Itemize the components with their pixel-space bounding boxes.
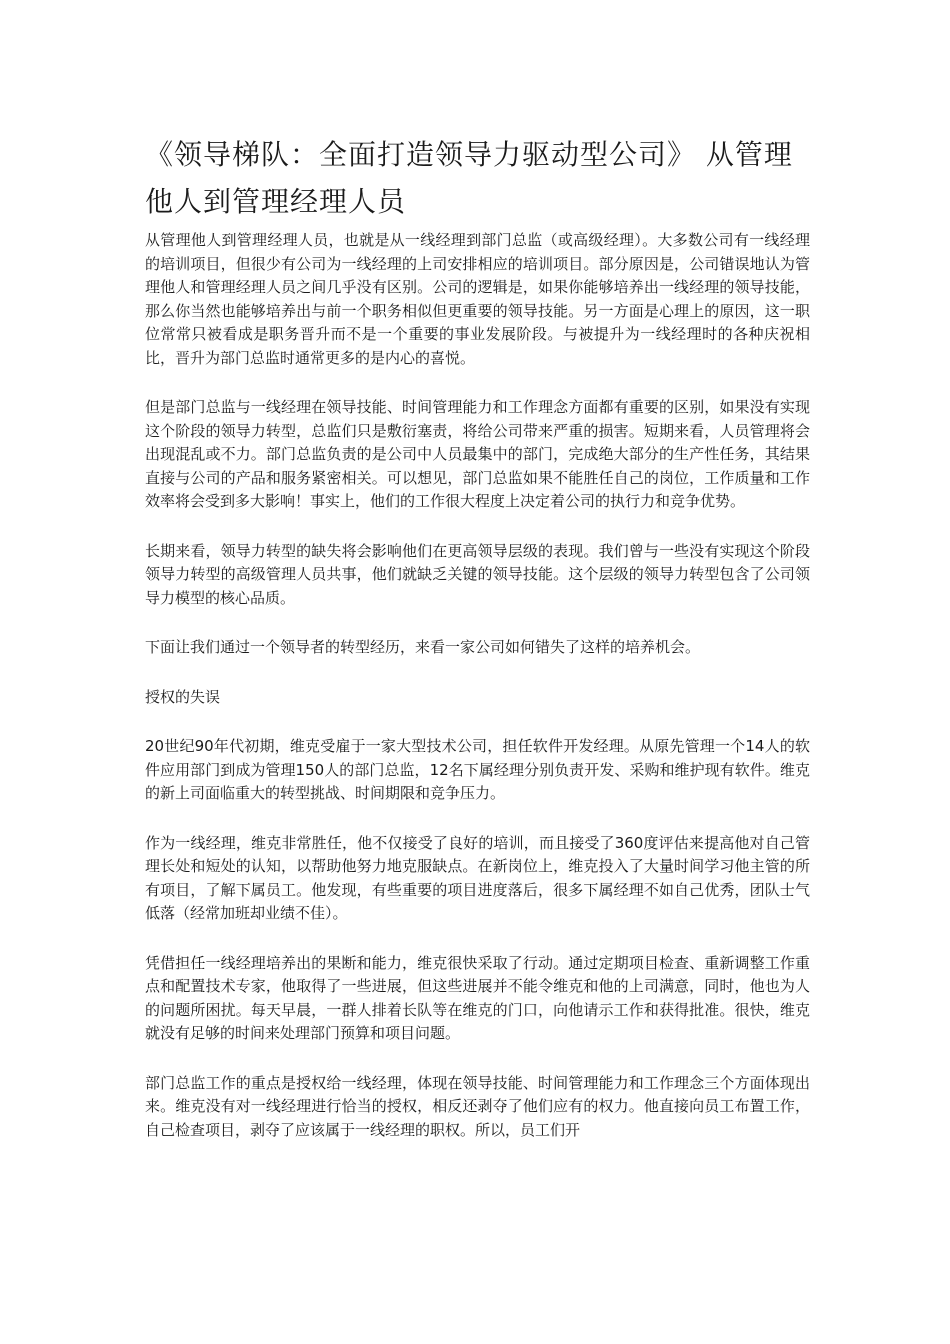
document-body xyxy=(145,131,810,1168)
paragraph-intro: 从管理他人到管理经理人员，也就是从一线经理到部门总监（或高级经理）。大多数公司有一线经理的培训项目，但很少有公司为一线经理的上司安排相应的培训项目。部分原因是，公司错误地认为管理他人和管理经理人员之间几乎没有区别。公司的逻辑是，如果你能够培养出一线经理的领导技能，那么你当然也能够培养出与前一个职务相似但更重要的领导技能。另一方面是心理上的原因，这一职位常常只被看成是职务晋升而不是一个重要的事业发展阶段。与被提升为一线经理时的各种庆祝相比，晋升为部门总监时通常更多的是内心的喜悦。 xyxy=(145,231,810,367)
paragraph-case-intro: 下面让我们通过一个领导者的转型经历，来看一家公司如何错失了这样的培养机会。 xyxy=(145,638,701,656)
paragraph-differences: 但是部门总监与一线经理在领导技能、时间管理能力和工作理念方面都有重要的区别，如果没有实现这个阶段的领导力转型，总监们只是敷衍塞责，将给公司带来严重的损害。短期来看，人员管理将会出现混乱或不力。部门总监负责的是公司中人员最集中的部门，完成绝大部分的生产性任务，其结果直接与公司的产品和服务紧密相关。可以想见，部门总监如果不能胜任自己的岗位，工作质量和工作效率将会受到多大影响！事实上，他们的工作很大程度上决定着公司的执行力和竞争优势。 xyxy=(145,398,810,510)
section-heading-delegation: 授权的失误 xyxy=(145,687,221,706)
paragraph-vic-actions: 凭借担任一线经理培养出的果断和能力，维克很快采取了行动。通过定期项目检查、重新调整工作重点和配置技术专家，他取得了一些进展，但这些进展并不能令维克和他的上司满意，同时，他也为人的问题所困扰。每天早晨，一群人排着长队等在维克的门口，向他请示工作和获得批准。很快，维克就没有足够的时间来处理部门预算和项目问题。 xyxy=(145,953,810,1042)
paragraph-vic-background: 20世纪90年代初期，维克受雇于一家大型技术公司，担任软件开发经理。从原先管理一个14人的软件应用部门到成为管理150人的部门总监，12名下属经理分别负责开发、采购和维护现有软件。维克的新上司面临重大的转型挑战、时间期限和竞争压力。 xyxy=(145,737,810,802)
paragraph-vic-first-line: 作为一线经理，维克非常胜任，他不仅接受了良好的培训，而且接受了360度评估来提高他对自己管理长处和短处的认知，以帮助他努力地克服缺点。在新岗位上，维克投入了大量时间学习他主管的所有项目，了解下属员工。他发现，有些重要的项目进度落后，很多下属经理不如自己优秀，团队士气低落（经常加班却业绩不佳）。 xyxy=(145,833,810,922)
paragraph-long-term: 长期来看，领导力转型的缺失将会影响他们在更高领导层级的表现。我们曾与一些没有实现这个阶段领导力转型的高级管理人员共事，他们就缺乏关键的领导技能。这个层级的领导力转型包含了公司领导力模型的核心品质。 xyxy=(145,541,810,607)
document-title: 《领导梯队：全面打造领导力驱动型公司》 从管理他人到管理经理人员 xyxy=(145,138,793,218)
paragraph-director-focus: 部门总监工作的重点是授权给一线经理，体现在领导技能、时间管理能力和工作理念三个方面体现出来。维克没有对一线经理进行恰当的授权，相反还剥夺了他们应有的权力。他直接向员工布置工作，自己检查项目，剥夺了应该属于一线经理的职权。所以，员工们开 xyxy=(145,1073,810,1139)
